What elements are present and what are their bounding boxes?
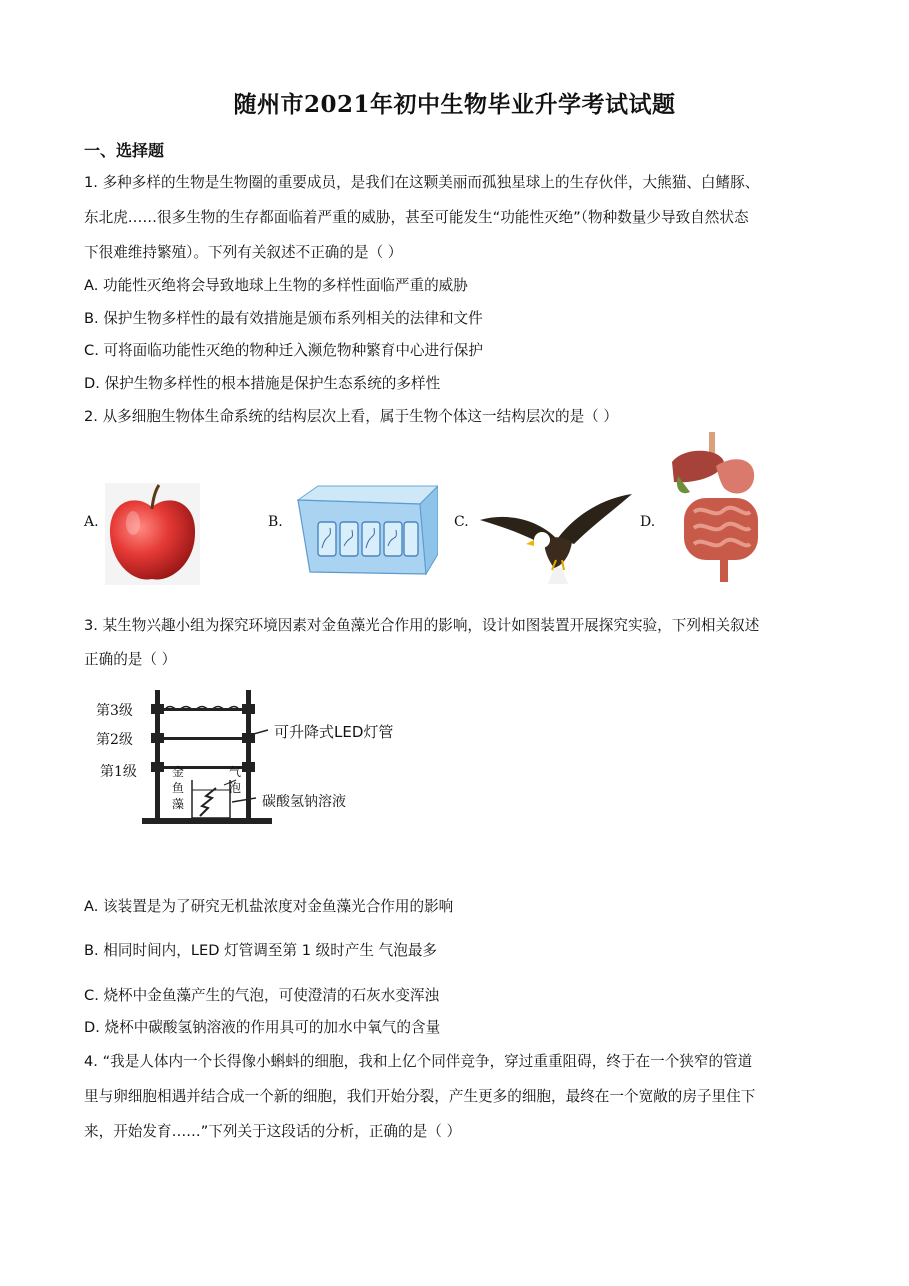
led-label: 可升降式LED灯管 (274, 723, 394, 741)
plant-tissue-image (292, 482, 438, 578)
q2-label-b: B. (268, 514, 283, 530)
q3-option-d: D. 烧杯中碳酸氢钠溶液的作用具可的加水中氧气的含量 (84, 1019, 441, 1036)
q3-option-a: A. 该装置是为了研究无机盐浓度对金鱼藻光合作用的影响 (84, 898, 454, 915)
q4-line-3: 来，开始发育……”下列关于这段话的分析，正确的是（ ） (84, 1123, 462, 1140)
apple-image (105, 483, 200, 585)
level-2-label: 第2级 (96, 732, 133, 748)
q1-option-a: A. 功能性灭绝将会导致地球上生物的多样性面临严重的威胁 (84, 277, 468, 294)
q1-line-2: 东北虎……很多生物的生存都面临着严重的威胁，甚至可能发生“功能性灭绝”（物种数量少导致自然状态 (84, 209, 749, 226)
q1-option-d: D. 保护生物多样性的根本措施是保护生态系统的多样性 (84, 375, 441, 392)
plant-label: 金 鱼 藻 (172, 765, 185, 811)
q3-line-1: 3. 某生物兴趣小组为探究环境因素对金鱼藻光合作用的影响，设计如图装置开展探究实验，下列相关叙述 (84, 617, 760, 634)
q4-line-2: 里与卵细胞相遇并结合成一个新的细胞，我们开始分裂，产生更多的细胞，最终在一个宽敞的房子里住下 (84, 1088, 756, 1105)
q3-option-c: C. 烧杯中金鱼藻产生的气泡，可使澄清的石灰水变浑浊 (84, 987, 440, 1004)
level-1-label: 第1级 (100, 764, 137, 780)
eagle-image (478, 490, 634, 586)
q2-label-d: D. (640, 514, 656, 530)
q1-option-b: B. 保护生物多样性的最有效措施是颁布系列相关的法律和文件 (84, 310, 483, 327)
q3-option-b: B. 相同时间内，LED 灯管调至第 1 级时产生 气泡最多 (84, 942, 438, 959)
level-3-label: 第3级 (96, 703, 133, 719)
q2-label-a: A. (84, 514, 99, 530)
q1-line-1: 1. 多种多样的生物是生物圈的重要成员，是我们在这颗美丽而孤独星球上的生存伙伴，大熊猫、白鳍豚、 (84, 174, 760, 191)
q1-line-3: 下很难维持繁殖）。下列有关叙述不正确的是（ ） (84, 244, 403, 261)
bubble-label: 气 泡 (229, 765, 242, 795)
solution-label: 碳酸氢钠溶液 (262, 794, 346, 810)
q3-apparatus-figure (96, 690, 416, 830)
q2-stem: 2. 从多细胞生物体生命系统的结构层次上看，属于生物个体这一结构层次的是（ ） (84, 408, 618, 425)
section-title: 一、选择题 (84, 141, 165, 160)
q4-line-1: 4. “我是人体内一个长得像小蝌蚪的细胞，我和上亿个同伴竞争，穿过重重阻碍，终于在一个狭窄的管道 (84, 1053, 753, 1070)
page-title: 随州市2021年初中生物毕业升学考试试题 (233, 91, 676, 118)
digestive-system-image (664, 432, 774, 588)
q1-option-c: C. 可将面临功能性灭绝的物种迁入濒危物种繁育中心进行保护 (84, 342, 483, 359)
q3-line-2: 正确的是（ ） (84, 651, 177, 668)
apparatus-drawing (96, 690, 416, 830)
q2-label-c: C. (454, 514, 469, 530)
